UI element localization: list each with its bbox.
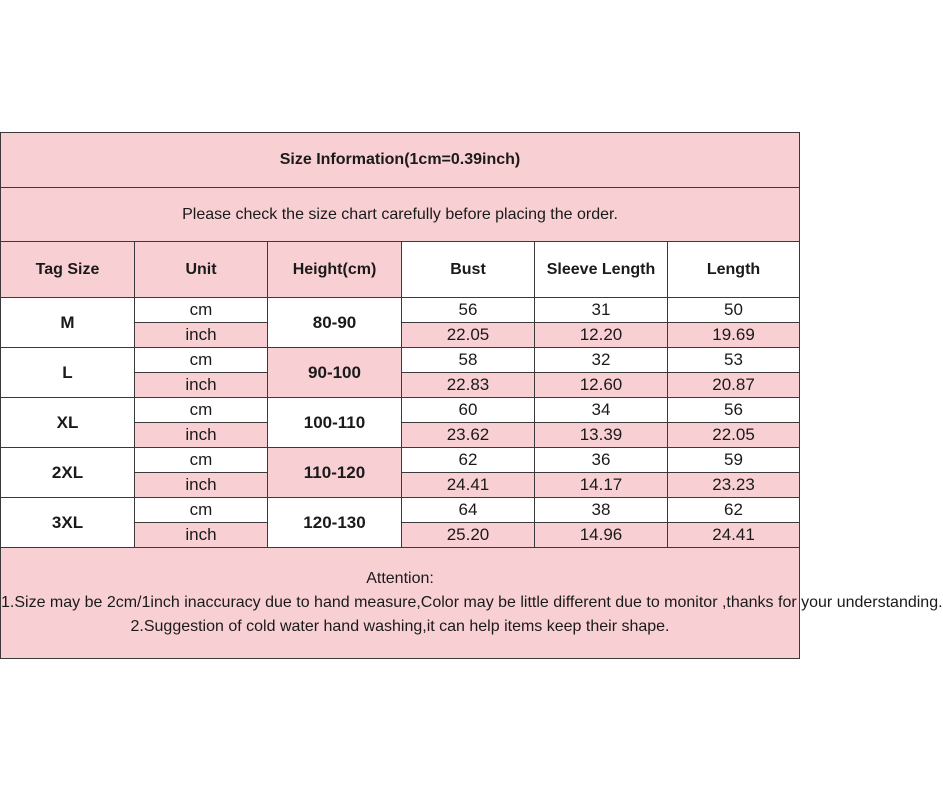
table-row bbox=[1, 448, 800, 473]
sleeve-length-cell: 13.39 bbox=[535, 423, 668, 448]
bust-cell: 24.41 bbox=[402, 473, 535, 498]
attention-notes bbox=[1, 548, 943, 659]
table-row bbox=[1, 298, 800, 323]
header-unit: Unit bbox=[135, 242, 268, 298]
unit-cell: cm bbox=[135, 348, 268, 373]
length-cell: 62 bbox=[668, 498, 800, 523]
sleeve-length-cell: 12.60 bbox=[535, 373, 668, 398]
sleeve-length-cell: 12.20 bbox=[535, 323, 668, 348]
header-bust: Bust bbox=[402, 242, 535, 298]
sleeve-length-cell: 36 bbox=[535, 448, 668, 473]
height-cell: 110-120 bbox=[268, 448, 402, 498]
height-cell: 80-90 bbox=[268, 298, 402, 348]
bust-cell: 56 bbox=[402, 298, 535, 323]
length-cell: 50 bbox=[668, 298, 800, 323]
length-cell: 24.41 bbox=[668, 523, 800, 548]
unit-cell: cm bbox=[135, 448, 268, 473]
length-cell: 59 bbox=[668, 448, 800, 473]
height-cell: 90-100 bbox=[268, 348, 402, 398]
bust-cell: 64 bbox=[402, 498, 535, 523]
header-sleeve-length: Sleeve Length bbox=[535, 242, 668, 298]
table-row bbox=[1, 348, 800, 373]
header-length: Length bbox=[668, 242, 800, 298]
chart-subtitle: Please check the size chart carefully before placing the order. bbox=[1, 188, 800, 242]
length-cell: 23.23 bbox=[668, 473, 800, 498]
bust-cell: 22.05 bbox=[402, 323, 535, 348]
attention-heading: Attention: bbox=[366, 570, 434, 587]
unit-cell: cm bbox=[135, 298, 268, 323]
sleeve-length-cell: 31 bbox=[535, 298, 668, 323]
length-cell: 22.05 bbox=[668, 423, 800, 448]
tag-size-cell: L bbox=[1, 348, 135, 398]
bust-cell: 62 bbox=[402, 448, 535, 473]
sleeve-length-cell: 14.96 bbox=[535, 523, 668, 548]
table-row bbox=[1, 398, 800, 423]
unit-cell: cm bbox=[135, 498, 268, 523]
tag-size-cell: 3XL bbox=[1, 498, 135, 548]
height-cell: 120-130 bbox=[268, 498, 402, 548]
bust-cell: 25.20 bbox=[402, 523, 535, 548]
attention-note-1: 1.Size may be 2cm/1inch inaccuracy due to hand measure,Color may be little different due to monitor ,thanks for your understanding. bbox=[1, 594, 943, 611]
header-tag-size: Tag Size bbox=[1, 242, 135, 298]
bust-cell: 22.83 bbox=[402, 373, 535, 398]
bust-cell: 58 bbox=[402, 348, 535, 373]
unit-cell: inch bbox=[135, 423, 268, 448]
sleeve-length-cell: 38 bbox=[535, 498, 668, 523]
tag-size-cell: M bbox=[1, 298, 135, 348]
unit-cell: inch bbox=[135, 323, 268, 348]
table-row bbox=[1, 498, 800, 523]
unit-cell: inch bbox=[135, 523, 268, 548]
sleeve-length-cell: 14.17 bbox=[535, 473, 668, 498]
chart-title: Size Information(1cm=0.39inch) bbox=[1, 133, 800, 188]
unit-cell: inch bbox=[135, 473, 268, 498]
attention-note-2: 2.Suggestion of cold water hand washing,it can help items keep their shape. bbox=[130, 618, 670, 635]
sleeve-length-cell: 34 bbox=[535, 398, 668, 423]
bust-cell: 23.62 bbox=[402, 423, 535, 448]
length-cell: 56 bbox=[668, 398, 800, 423]
bust-cell: 60 bbox=[402, 398, 535, 423]
length-cell: 53 bbox=[668, 348, 800, 373]
unit-cell: cm bbox=[135, 398, 268, 423]
header-height: Height(cm) bbox=[268, 242, 402, 298]
tag-size-cell: 2XL bbox=[1, 448, 135, 498]
length-cell: 20.87 bbox=[668, 373, 800, 398]
height-cell: 100-110 bbox=[268, 398, 402, 448]
tag-size-cell: XL bbox=[1, 398, 135, 448]
header-row bbox=[1, 242, 800, 298]
sleeve-length-cell: 32 bbox=[535, 348, 668, 373]
unit-cell: inch bbox=[135, 373, 268, 398]
length-cell: 19.69 bbox=[668, 323, 800, 348]
size-chart-table bbox=[0, 132, 943, 659]
